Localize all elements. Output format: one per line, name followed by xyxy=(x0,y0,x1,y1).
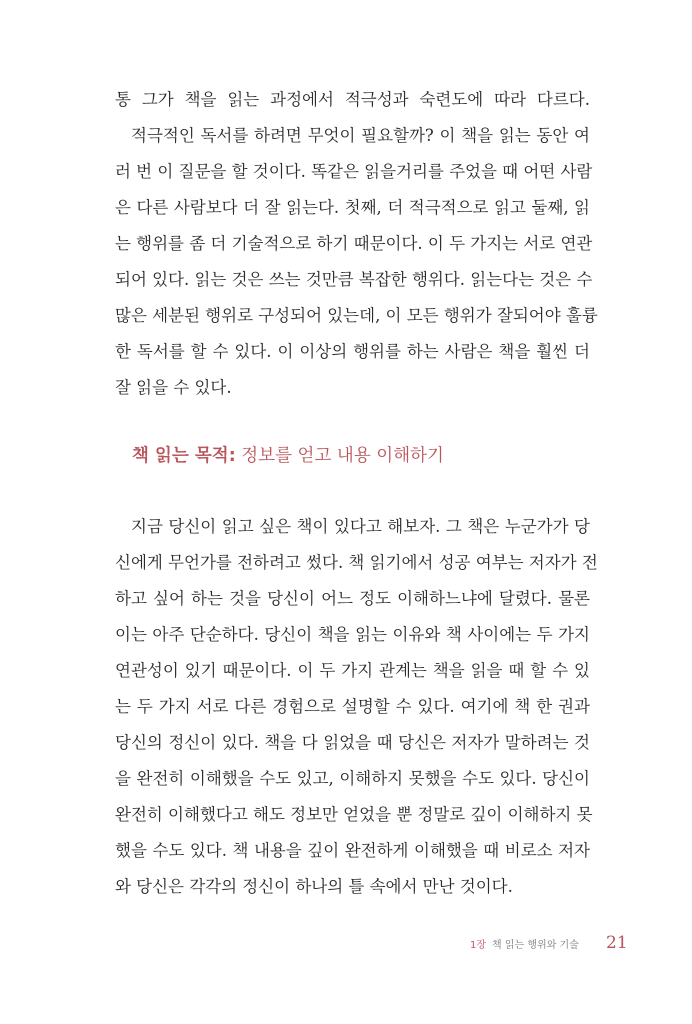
section-heading-bold: 책 읽는 목적: xyxy=(132,446,236,466)
body-text-line: 지금 당신이 읽고 싶은 책이 있다고 해보자. 그 책은 누군가가 당 xyxy=(131,517,590,536)
running-footer xyxy=(470,936,579,956)
body-text-line: 은 다른 사람보다 더 잘 읽는다. 첫째, 더 적극적으로 읽고 둘째, 읽 xyxy=(115,198,590,217)
body-text-line: 연관성이 있기 때문이다. 이 두 가지 관계는 책을 읽을 때 할 수 있 xyxy=(115,661,590,680)
body-text-line: 통 그가 책을 읽는 과정에서 적극성과 숙련도에 따라 다르다. xyxy=(115,90,590,109)
body-text-line: 는 행위를 좀 더 기술적으로 하기 때문이다. 이 두 가지는 서로 연관 xyxy=(115,234,593,253)
body-text-line: 신에게 무언가를 전하려고 썼다. 책 읽기에서 성공 여부는 저자가 전 xyxy=(115,553,598,572)
body-text-line: 와 당신은 각각의 정신이 하나의 틀 속에서 만난 것이다. xyxy=(115,877,513,896)
page-number: 21 xyxy=(606,933,628,953)
body-text-line: 하고 싶어 하는 것을 당신이 어느 정도 이해하느냐에 달렸다. 물론 xyxy=(115,589,590,608)
body-text-line: 했을 수도 있다. 책 내용을 깊이 완전하게 이해했을 때 비로소 저자 xyxy=(115,841,590,860)
body-text-line: 러 번 이 질문을 할 것이다. 똑같은 읽을거리를 주었을 때 어떤 사람 xyxy=(115,162,593,181)
body-text-line: 이는 아주 단순하다. 당신이 책을 읽는 이유와 책 사이에는 두 가지 xyxy=(115,625,590,644)
section-heading-regular: 정보를 얻고 내용 이해하기 xyxy=(235,446,444,466)
body-text-line: 당신의 정신이 있다. 책을 다 읽었을 때 당신은 저자가 말하려는 것 xyxy=(115,733,590,752)
footer-title: 책 읽는 행위와 기술 xyxy=(492,940,579,951)
body-text-line: 많은 세분된 행위로 구성되어 있는데, 이 모든 행위가 잘되어야 훌륭 xyxy=(115,306,598,325)
body-text-line: 되어 있다. 읽는 것은 쓰는 것만큼 복잡한 행위다. 읽는다는 것은 수 xyxy=(115,270,593,289)
footer-chapter: 1장 xyxy=(470,940,487,951)
body-text-line: 을 완전히 이해했을 수도 있고, 이해하지 못했을 수도 있다. 당신이 xyxy=(115,769,590,788)
body-text-line: 한 독서를 할 수 있다. 이 이상의 행위를 하는 사람은 책을 훨씬 더 xyxy=(115,342,590,361)
body-text-line: 적극적인 독서를 하려면 무엇이 필요할까? 이 책을 읽는 동안 여 xyxy=(131,126,590,145)
body-text-line: 잘 읽을 수 있다. xyxy=(115,378,232,397)
body-text-line: 는 두 가지 서로 다른 경험으로 설명할 수 있다. 여기에 책 한 권과 xyxy=(115,697,590,716)
body-text-line: 완전히 이해했다고 해도 정보만 얻었을 뿐 정말로 깊이 이해하지 못 xyxy=(115,805,593,824)
section-heading xyxy=(132,444,444,468)
